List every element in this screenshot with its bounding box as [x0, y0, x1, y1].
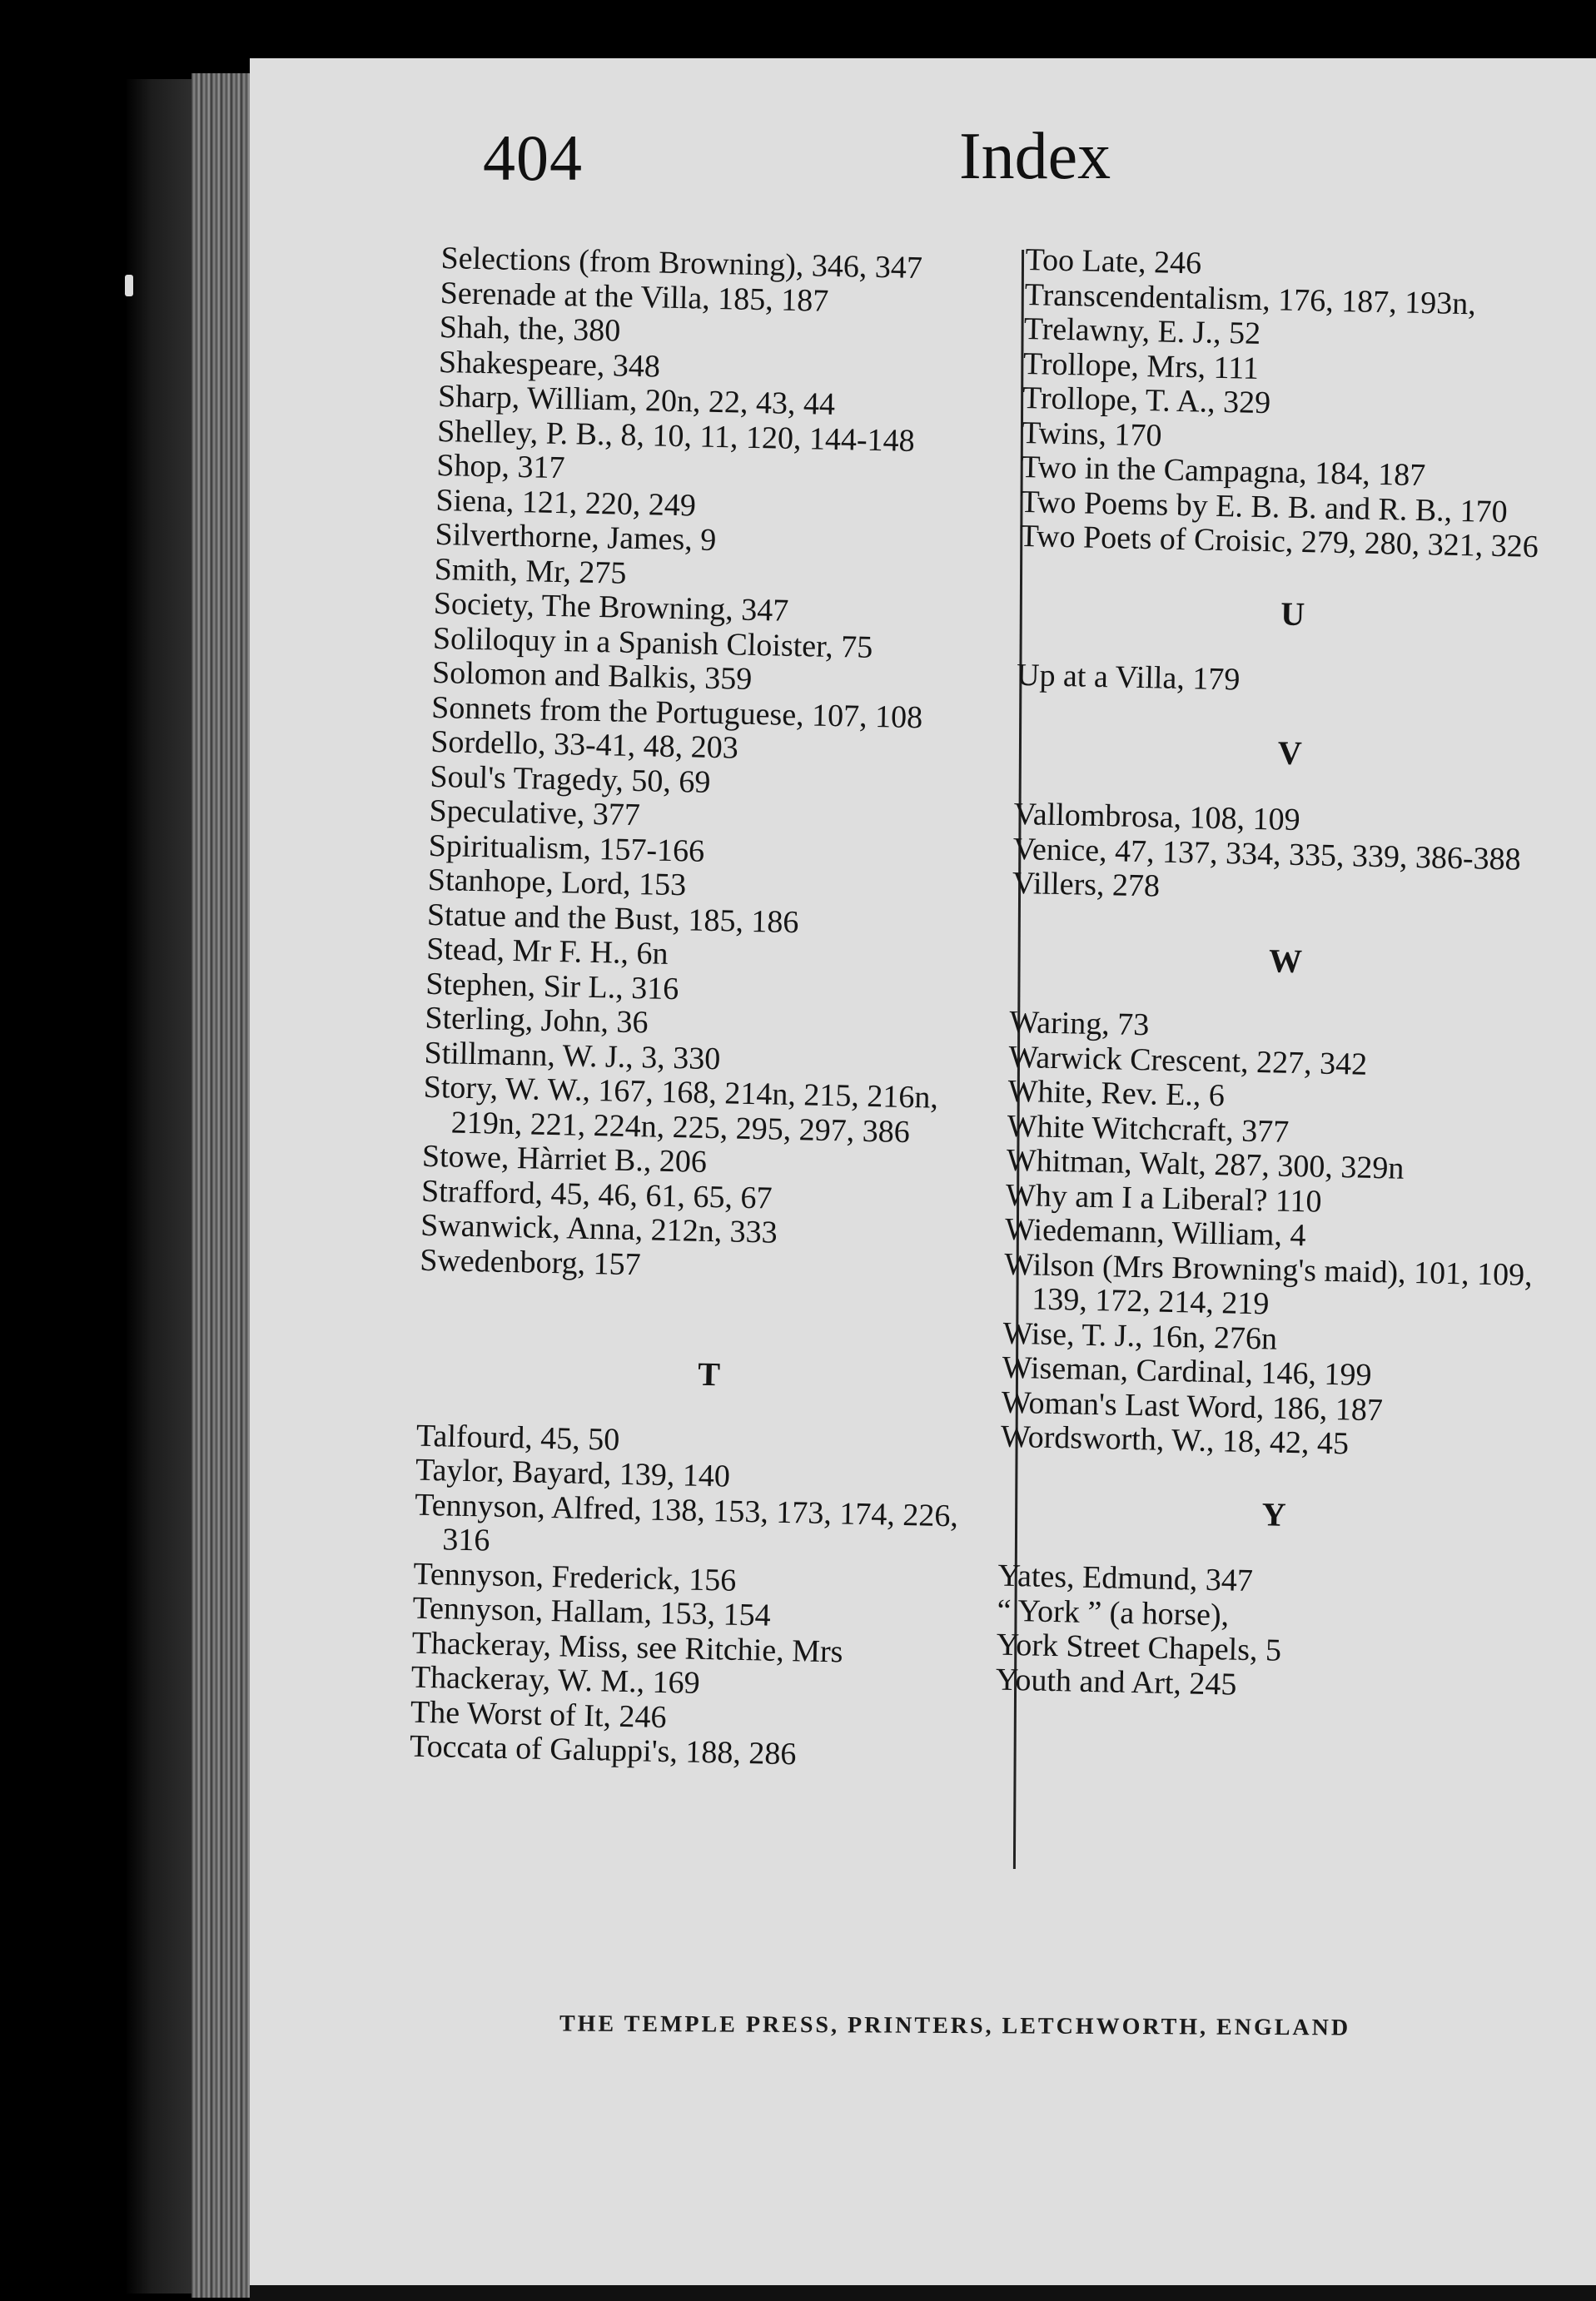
index-entry: Toccata of Galuppi's, 188, 286 [409, 1728, 797, 1772]
index-entry: “ York ” (a horse), [997, 1593, 1230, 1633]
index-entry: Tennyson, Alfred, 138, 153, 173, 174, 226, 316 [414, 1487, 959, 1558]
book-shadow [125, 79, 191, 2294]
index-entry: Two in the Campagna, 184, 187 [1020, 449, 1426, 494]
index-entry: Speculative, 377 [429, 793, 641, 833]
page-edges [191, 73, 251, 2298]
index-entry: Villers, 278 [1012, 865, 1161, 904]
index-entry: Twins, 170 [1021, 415, 1162, 453]
index-entry: Too Late, 246 [1025, 242, 1202, 281]
section-letter-w: W [1268, 941, 1303, 980]
index-entry: Stead, Mr F. H., 6n [425, 931, 669, 972]
index-entry: Soliloquy in a Spanish Cloister, 75 [432, 620, 873, 665]
index-entry: Talfourd, 45, 50 [415, 1418, 620, 1458]
index-entry: Swedenborg, 157 [419, 1242, 642, 1282]
index-entry: Statue and the Bust, 185, 186 [426, 897, 799, 940]
index-entry: Spiritualism, 157-166 [428, 827, 705, 869]
index-entry: Waring, 73 [1008, 1004, 1150, 1043]
index-entry: Stanhope, Lord, 153 [427, 862, 687, 903]
index-entry: Sordello, 33-41, 48, 203 [430, 723, 739, 766]
index-entry: Tennyson, Hallam, 153, 154 [412, 1590, 772, 1633]
index-entry: Wordsworth, W., 18, 42, 45 [1000, 1419, 1350, 1462]
index-entry: Serenade at the Villa, 185, 187 [440, 275, 829, 319]
index-entry: Sterling, John, 36 [425, 1000, 649, 1041]
index-entry: Shah, the, 380 [439, 309, 621, 349]
index-entry: Taylor, Bayard, 139, 140 [415, 1452, 731, 1494]
index-entry: Why am I a Liberal? 110 [1005, 1177, 1322, 1220]
index-entry: Soul's Tragedy, 50, 69 [430, 758, 711, 800]
page-title: Index [959, 120, 1111, 193]
index-entry: Trollope, T. A., 329 [1022, 380, 1271, 421]
index-column-right [995, 243, 1574, 1708]
printer-imprint: THE TEMPLE PRESS, PRINTERS, LETCHWORTH, ENGLAND [559, 2010, 1351, 2041]
index-entry: Smith, Mr, 275 [434, 551, 627, 591]
index-column-left [410, 241, 1024, 1777]
index-entry: Vallombrosa, 108, 109 [1013, 796, 1301, 838]
index-entry: Wiseman, Cardinal, 146, 199 [1002, 1349, 1372, 1393]
index-entry: Shelley, P. B., 8, 10, 11, 120, 144-148 [436, 413, 916, 459]
index-entry: Strafford, 45, 46, 61, 65, 67 [420, 1173, 773, 1216]
index-entry: Stowe, Hàrriet B., 206 [421, 1138, 708, 1180]
index-entry: Youth and Art, 245 [995, 1662, 1237, 1702]
index-entry: Shop, 317 [435, 447, 565, 486]
index-entry: Whitman, Walt, 287, 300, 329n [1006, 1142, 1405, 1186]
index-entry: York Street Chapels, 5 [996, 1627, 1282, 1668]
index-entry: Thackeray, Miss, see Ritchie, Mrs [411, 1625, 843, 1669]
index-entry: Woman's Last Word, 186, 187 [1001, 1384, 1384, 1428]
index-entry: Stephen, Sir L., 316 [425, 966, 679, 1006]
index-entry: Wise, T. J., 16n, 276n [1002, 1315, 1278, 1357]
index-entry: The Worst of It, 246 [410, 1694, 667, 1735]
index-entry: Transcendentalism, 176, 187, 193n, [1024, 276, 1477, 321]
index-entry: Yates, Edmund, 347 [997, 1558, 1254, 1599]
index-entry: Story, W. W., 167, 168, 214n, 215, 216n, 219n, 221, 224n, 225, 295, 297, 386 [423, 1069, 939, 1150]
index-entry: Swanwick, Anna, 212n, 333 [420, 1207, 778, 1250]
section-letter-t: T [697, 1354, 721, 1394]
index-entry: Solomon and Balkis, 359 [431, 654, 753, 697]
section-letter-v: V [1277, 733, 1303, 772]
index-entry: Venice, 47, 137, 334, 335, 339, 386-388 [1012, 831, 1522, 877]
index-entry: Shakespeare, 348 [438, 344, 661, 385]
bottom-edge [250, 2285, 1596, 2301]
index-entry: Selections (from Browning), 346, 347 [440, 241, 923, 286]
index-entry: Society, The Browning, 347 [433, 585, 789, 629]
index-entry: Stillmann, W. J., 3, 330 [424, 1035, 721, 1076]
index-entry: Tennyson, Frederick, 156 [413, 1556, 737, 1598]
page-number: 404 [483, 122, 583, 194]
index-entry: Wiedemann, William, 4 [1004, 1211, 1306, 1254]
index-entry: Sonnets from the Portuguese, 107, 108 [430, 689, 923, 735]
index-entry: Silverthorne, James, 9 [435, 516, 717, 558]
index-entry: Warwick Crescent, 227, 342 [1008, 1039, 1368, 1082]
margin-mark [125, 275, 133, 296]
section-letter-u: U [1280, 594, 1305, 633]
index-entry: Wilson (Mrs Browning's maid), 101, 109, 139, 172, 214, 219 [1003, 1246, 1534, 1322]
index-entry: Siena, 121, 220, 249 [435, 482, 697, 523]
index-entry: Thackeray, W. M., 169 [410, 1659, 701, 1701]
index-entry: Two Poets of Croisic, 279, 280, 321, 326 [1019, 518, 1539, 564]
index-entry: Trollope, Mrs, 111 [1022, 345, 1260, 386]
index-entry: Sharp, William, 20n, 22, 43, 44 [437, 378, 836, 422]
index-entry: Up at a Villa, 179 [1016, 657, 1241, 698]
index-entry: White Witchcraft, 377 [1007, 1108, 1290, 1150]
index-entry: White, Rev. E., 6 [1007, 1073, 1226, 1114]
index-entry: Two Poems by E. B. B. and R. B., 170 [1020, 484, 1509, 529]
index-entry: Trelawny, E. J., 52 [1023, 311, 1261, 351]
section-letter-y: Y [1261, 1494, 1287, 1533]
